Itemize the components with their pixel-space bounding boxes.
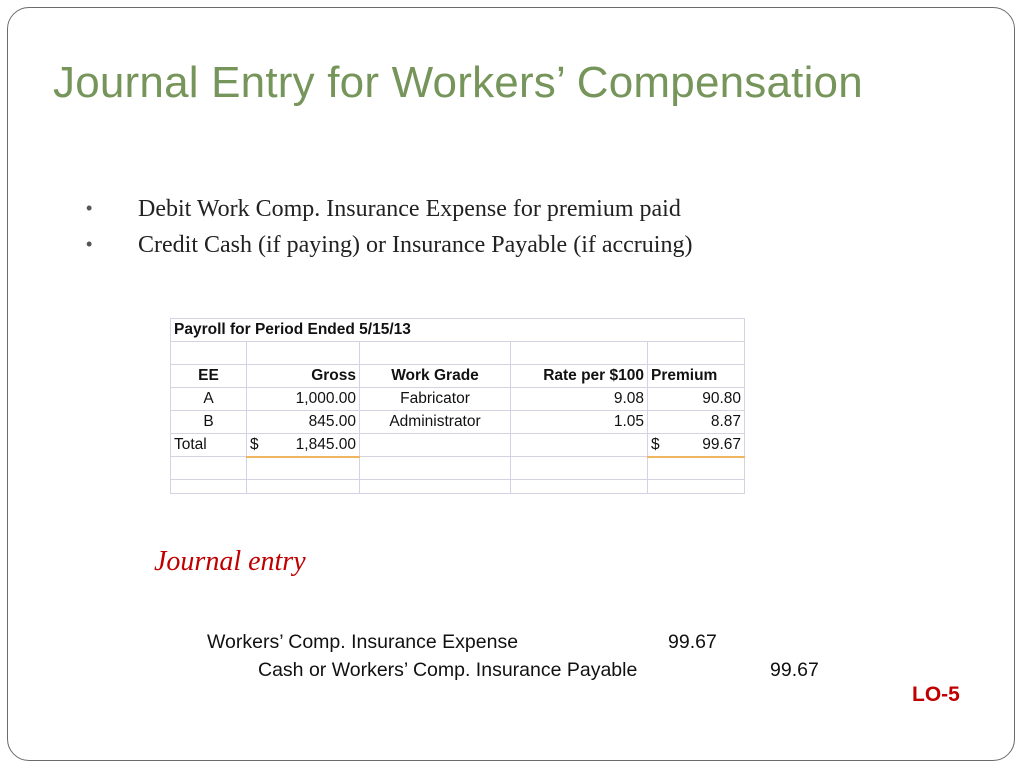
- table-row: [171, 457, 745, 480]
- table-header-row: [171, 365, 745, 388]
- cell-ee: B: [171, 411, 247, 434]
- cell-ee: A: [171, 388, 247, 411]
- bullet-item: [86, 196, 692, 232]
- bullet-item: [86, 232, 692, 268]
- total-premium-cell: [648, 434, 745, 457]
- column-header-work-grade: Work Grade: [360, 365, 511, 388]
- bullet-icon: •: [86, 198, 93, 218]
- payroll-table: [170, 318, 745, 494]
- cell-rate: 1.05: [511, 411, 648, 434]
- bullet-list: [86, 196, 692, 268]
- table-caption: Payroll for Period Ended 5/15/13: [171, 319, 745, 342]
- total-gross-cell: [247, 434, 360, 457]
- cell-gross: 845.00: [247, 411, 360, 434]
- total-gross-symbol: $: [250, 435, 259, 453]
- table-row: [171, 411, 745, 434]
- cell-premium: 8.87: [648, 411, 745, 434]
- column-header-rate: Rate per $100: [511, 365, 648, 388]
- cell-rate: 9.08: [511, 388, 648, 411]
- table-row: [171, 388, 745, 411]
- table-total-row: [171, 434, 745, 457]
- cell-gross: 1,000.00: [247, 388, 360, 411]
- debit-amount: 99.67: [668, 631, 717, 653]
- bullet-icon: •: [86, 234, 93, 254]
- bullet-text: Credit Cash (if paying) or Insurance Payable (if accruing): [138, 232, 693, 258]
- learning-objective-tag: LO-5: [912, 683, 960, 706]
- total-premium-value: 99.67: [702, 435, 741, 453]
- bullet-text: Debit Work Comp. Insurance Expense for premium paid: [138, 196, 681, 222]
- debit-account: Workers’ Comp. Insurance Expense: [207, 631, 519, 653]
- slide-title: Journal Entry for Workers’ Compensation: [53, 58, 863, 107]
- table-row: [171, 342, 745, 365]
- cell-work-grade: Fabricator: [360, 388, 511, 411]
- total-premium-symbol: $: [651, 435, 660, 453]
- column-header-gross: Gross: [247, 365, 360, 388]
- column-header-ee: EE: [171, 365, 247, 388]
- credit-account: Cash or Workers’ Comp. Insurance Payable: [258, 659, 638, 681]
- credit-amount: 99.67: [770, 659, 819, 681]
- cell-work-grade: Administrator: [360, 411, 511, 434]
- total-label: Total: [171, 434, 247, 457]
- total-gross-value: 1,845.00: [295, 435, 356, 453]
- cell-premium: 90.80: [648, 388, 745, 411]
- table-caption-row: [171, 319, 745, 342]
- column-header-premium: Premium: [648, 365, 745, 388]
- table-row: [171, 480, 745, 494]
- journal-entry-heading: Journal entry: [154, 546, 306, 577]
